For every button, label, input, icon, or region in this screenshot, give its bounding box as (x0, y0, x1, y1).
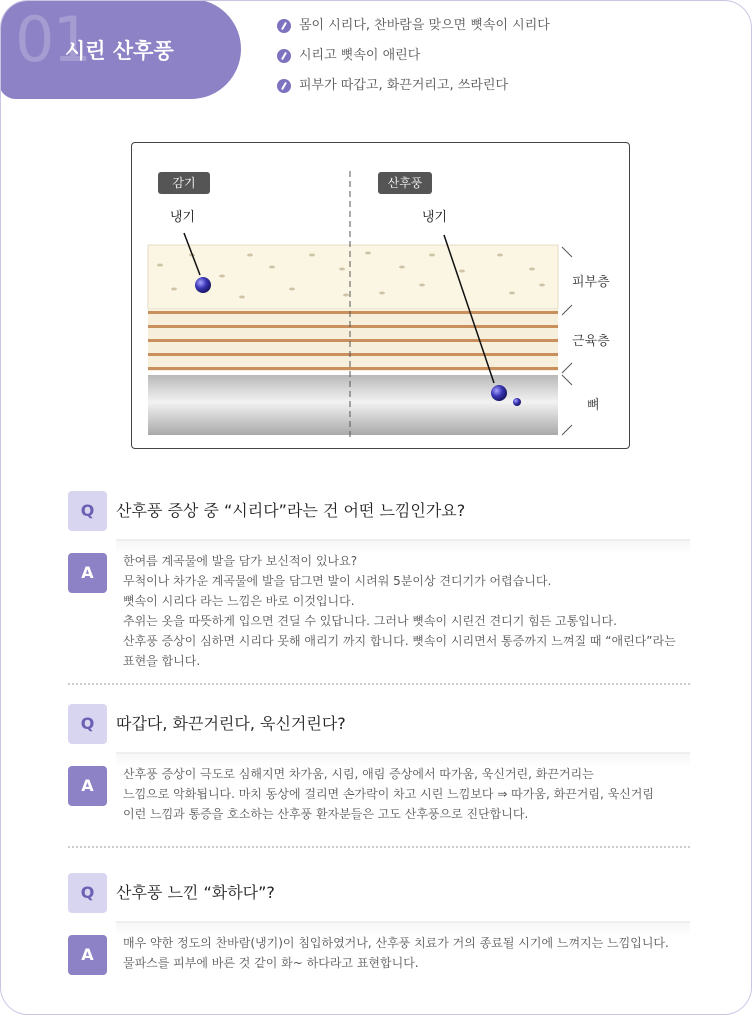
layer-label-bone: 뼈 (587, 398, 600, 413)
answer-badge: A (68, 766, 107, 806)
cold-ball-right-large (491, 385, 507, 401)
cold-ball-left (195, 277, 211, 293)
qa-item (68, 704, 690, 834)
layer-brackets (562, 247, 572, 435)
tag-postpartum-label: 산후풍 (387, 176, 423, 190)
question-text: 산후풍 느낀 “화하다”? (116, 883, 275, 902)
symptom-list (277, 15, 550, 105)
cold-air-label-right: 냉기 (422, 210, 448, 225)
answer-text: 산후풍 증상이 극도로 심해지면 차가움, 시림, 애림 증상에서 따가움, 욱신거린, 화끈거리는 느낌으로 악화됩니다. 마치 동상에 걸리면 손가락이 차고 시린 느낌보다 ⇒ 따가움, 화끈거림, 욱신거림 이런 느낌과 통증을 호소하는 산후풍 환자분들은 고도 산후풍으로 진단합니다. (116, 752, 690, 824)
question-badge: Q (68, 491, 107, 531)
symptom-item: 시리고 뼛속이 애린다 (277, 45, 550, 75)
symptom-item: 피부가 따갑고, 화끈거리고, 쓰라린다 (277, 75, 550, 105)
qa-item (68, 873, 690, 983)
answer-text: 매우 약한 정도의 찬바람(냉기)이 침입하였거나, 산후풍 치료가 거의 종료될 시기에 느껴지는 느낌입니다. 물파스를 피부에 바른 것 같이 화~ 하다라고 표현합니다. (116, 921, 690, 973)
section-tab (0, 0, 241, 99)
cold-air-label-left: 냉기 (170, 210, 196, 225)
check-bullet-icon (277, 79, 291, 93)
question-text: 산후풍 증상 중 “시리다”라는 건 어떤 느낌인가요? (116, 501, 466, 520)
question-badge: Q (68, 704, 107, 744)
layer-label-skin: 피부층 (572, 275, 610, 290)
cold-penetration-diagram (131, 142, 630, 449)
layer-label-muscle: 근육층 (572, 334, 610, 349)
skin-layer (148, 245, 558, 309)
answer-badge: A (68, 553, 107, 593)
tag-cold-label: 감기 (172, 176, 196, 190)
section-number: 01 (15, 3, 90, 76)
answer-text: 한여름 계곡물에 발을 담가 보신적이 있나요? 무척이나 차가운 계곡물에 발을 담그면 발이 시려워 5분이상 견디기가 어렵습니다. 뼛속이 시리다 라는 느낌은 바로 이것입니다. 추위는 옷을 따뜻하게 입으면 견딜 수 있답니다. 그러나 뼛속이 시린건 견디기 힘든 고통입니다. 산후풍 증상이 심하면 시리다 못해 애리기 까지 합니다. 뼛속이 시리면서 통증까지 느껴질 때 “애린다”라는 표현을 합니다. (116, 539, 690, 671)
answer-badge: A (68, 935, 107, 975)
section-title: 시린 산후풍 (65, 39, 174, 63)
divider (68, 846, 690, 848)
qa-item (68, 491, 690, 671)
symptom-item: 몸이 시리다, 찬바람을 맞으면 뼛속이 시리다 (277, 15, 550, 45)
check-bullet-icon (277, 49, 291, 63)
cold-ball-right-small (513, 398, 521, 406)
question-badge: Q (68, 873, 107, 913)
bone-layer (148, 375, 558, 435)
question-text: 따갑다, 화끈거린다, 욱신거린다? (116, 714, 346, 733)
divider (68, 683, 690, 685)
check-bullet-icon (277, 19, 291, 33)
